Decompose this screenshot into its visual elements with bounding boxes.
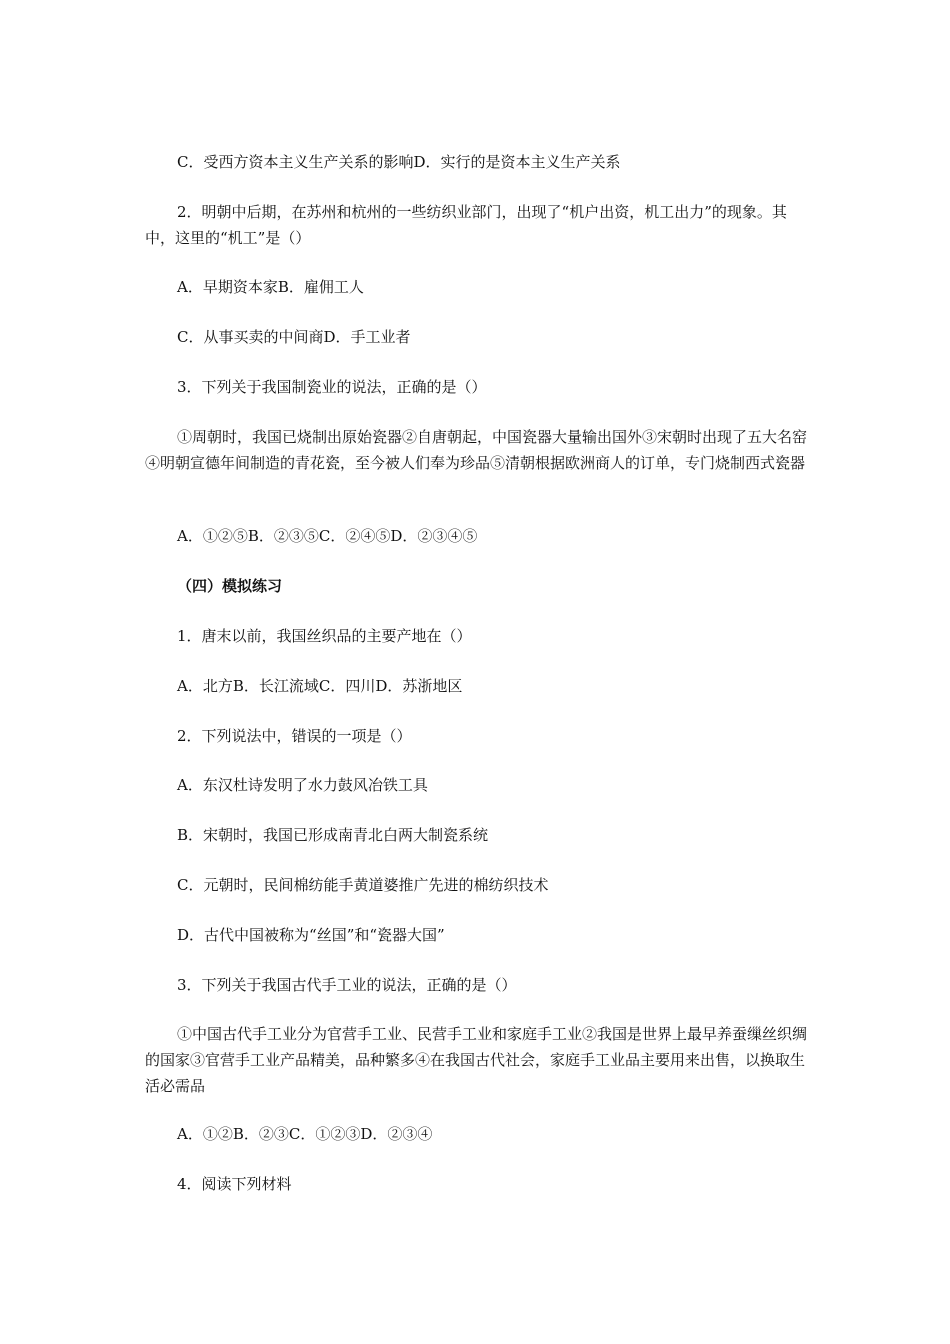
answer-option-a: A．东汉杜诗发明了水力鼓风冶铁工具 (177, 776, 428, 794)
question-3-statements: ①周朝时，我国已烧制出原始瓷器②自唐朝起，中国瓷器大量输出国外③宋朝时出现了五大名窑④明朝宣德年间制造的青花瓷，至今被人们奉为珍品⑤清朝根据欧洲商人的订单，专门烧制西式瓷器 (145, 428, 808, 472)
answer-option-c: C．元朝时，民间棉纺能手黄道婆推广先进的棉纺织技术 (177, 876, 549, 894)
answer-options-abcd: A．①②⑤B．②③⑤C．②④⑤D．②③④⑤ (177, 527, 478, 545)
answer-options-cd: C．从事买卖的中间商D．手工业者 (177, 328, 411, 346)
answer-options-abcd: A．①②B．②③C．①②③D．②③④ (177, 1125, 433, 1143)
question-1-silk: 1．唐末以前，我国丝织品的主要产地在（） (177, 627, 472, 645)
answer-options-abcd: A．北方B．长江流域C．四川D．苏浙地区 (177, 677, 463, 695)
answer-options-cd: C．受西方资本主义生产关系的影响D．实行的是资本主义生产关系 (177, 153, 621, 171)
answer-option-d: D．古代中国被称为“丝国”和“瓷器大国” (177, 926, 445, 944)
question-3-porcelain: 3．下列关于我国制瓷业的说法，正确的是（） (177, 378, 487, 396)
section-heading: （四）模拟练习 (177, 577, 283, 595)
question-2-error: 2．下列说法中，错误的一项是（） (177, 727, 412, 745)
question-3-statements: ①中国古代手工业分为官营手工业、民营手工业和家庭手工业②我国是世界上最早养蚕缫丝织绸的国家③官营手工业产品精美，品种繁多④在我国古代社会，家庭手工业品主要用来出售，以换取生活必需品 (145, 1025, 808, 1095)
answer-option-b: B．宋朝时，我国已形成南青北白两大制瓷系统 (177, 826, 489, 844)
answer-options-ab: A．早期资本家B．雇佣工人 (177, 278, 364, 296)
question-2-jigong: 2．明朝中后期，在苏州和杭州的一些纺织业部门，出现了“机户出资，机工出力”的现象。其中，这里的“机工”是（） (145, 203, 787, 247)
question-4-material: 4．阅读下列材料 (177, 1175, 292, 1193)
question-3-handicraft: 3．下列关于我国古代手工业的说法，正确的是（） (177, 976, 517, 994)
